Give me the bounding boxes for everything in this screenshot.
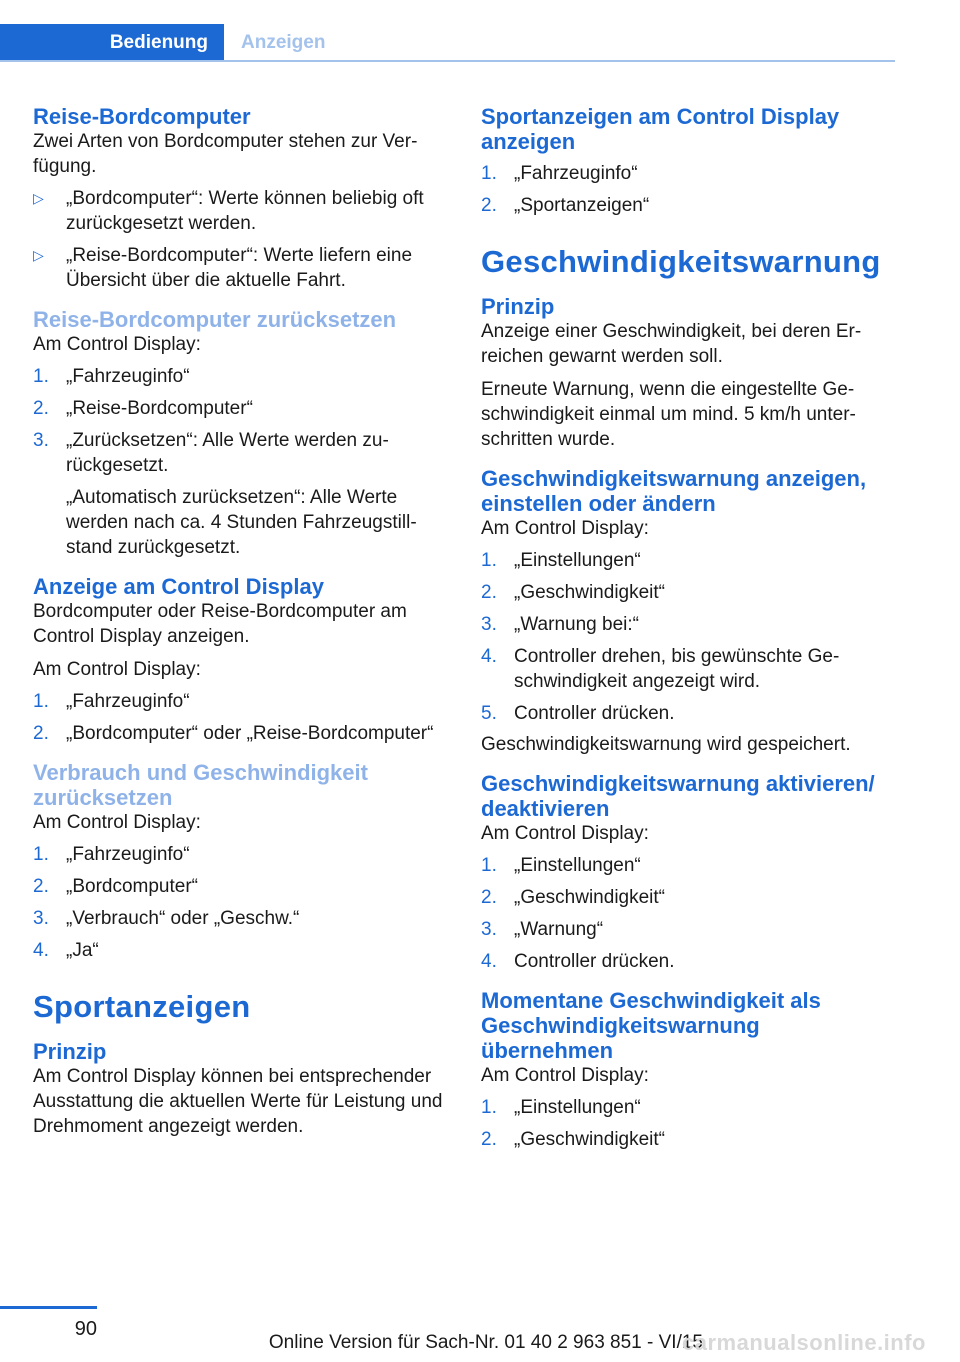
list-item-text: „Fahrzeuginfo“	[66, 366, 190, 387]
paragraph: Bordcomputer oder Reise-Bordcomputer am Control Display anzeigen.	[33, 601, 407, 647]
section-title: Prinzip	[481, 294, 555, 319]
list-item	[33, 874, 443, 899]
paragraph: Am Control Display:	[33, 659, 201, 680]
list-item-text: „Fahrzeuginfo“	[66, 691, 190, 712]
list-item	[33, 906, 443, 931]
left-column	[33, 104, 443, 1139]
paragraph: Anzeige einer Geschwindigkeit, bei deren Erreichen gewarnt werden soll.	[481, 321, 862, 367]
header-rule	[0, 60, 895, 62]
list-item	[481, 548, 895, 573]
section-title: Prinzip	[33, 1039, 107, 1064]
step-number: 4.	[481, 646, 497, 667]
step-number: 3.	[481, 614, 497, 635]
header-tabbar	[0, 24, 895, 62]
list-item	[33, 428, 443, 560]
list-item	[33, 243, 443, 293]
list-item-text: „Reise-Bordcomputer“: Werte liefern eine Übersicht über die aktuelle Fahrt.	[66, 245, 413, 291]
page-number: 90	[74, 1318, 97, 1340]
watermark-logo: carmanualsonline.info	[682, 1330, 926, 1355]
list-item	[481, 885, 895, 910]
paragraph: Am Control Display:	[33, 334, 201, 355]
list-item	[33, 721, 443, 746]
list-item	[481, 161, 895, 186]
list-item	[481, 644, 895, 694]
step-number: 5.	[481, 703, 497, 724]
step-list	[33, 364, 443, 560]
online-version-note: Online Version für Sach-Nr. 01 40 2 963 851 - VI/15	[268, 1332, 703, 1353]
list-item	[481, 1127, 895, 1152]
chapter-heading: Geschwindigkeitswarnung	[481, 244, 881, 279]
list-item-text: Controller drücken.	[514, 703, 675, 724]
list-item-text: „Bordcomputer“	[66, 876, 198, 897]
paragraph: Am Control Display:	[481, 518, 649, 539]
list-item	[481, 917, 895, 942]
paragraph: Am Control Display:	[33, 812, 201, 833]
list-item-text: „Fahrzeuginfo“	[66, 844, 190, 865]
list-item-text: „Geschwindigkeit“	[514, 887, 665, 908]
step-number: 2.	[481, 887, 497, 908]
step-number: 1.	[481, 550, 497, 571]
list-item	[481, 853, 895, 878]
list-item-text: Controller drücken.	[514, 951, 675, 972]
list-item	[33, 186, 443, 236]
list-item	[33, 689, 443, 714]
step-number: 4.	[33, 940, 49, 961]
list-item	[481, 949, 895, 974]
step-list	[33, 689, 443, 746]
section-title: Reise-Bordcomputer zurücksetzen	[33, 307, 397, 332]
list-item-text: „Verbrauch“ oder „Geschw.“	[66, 908, 300, 929]
list-item-text: „Warnung“	[514, 919, 604, 940]
paragraph: Am Control Display:	[481, 1065, 649, 1086]
step-number: 1.	[33, 844, 49, 865]
section-title: Verbrauch und Geschwindigkeit zurücksetzen	[33, 760, 368, 810]
list-item-text: „Einstellungen“	[514, 1097, 641, 1118]
step-list	[33, 842, 443, 963]
list-item-text: „Einstellungen“	[514, 550, 641, 571]
paragraph: Am Control Display:	[481, 823, 649, 844]
step-number: 4.	[481, 951, 497, 972]
right-column	[481, 104, 895, 1152]
step-number: 1.	[481, 1097, 497, 1118]
list-item-text: „Warnung bei:“	[514, 614, 639, 635]
list-item-text: „Reise-Bordcomputer“	[66, 398, 253, 419]
list-item-text: „Bordcomputer“: Werte können beliebig oft zurückgesetzt werden.	[66, 188, 424, 234]
step-number: 2.	[33, 876, 49, 897]
paragraph: Geschwindigkeitswarnung wird gespeichert.	[481, 734, 851, 755]
tab-anzeigen[interactable]: Anzeigen	[241, 31, 326, 53]
step-number: 1.	[481, 163, 497, 184]
step-list	[481, 1095, 895, 1152]
list-item-text: Controller drehen, bis gewünschte Geschwindigkeit angezeigt wird.	[514, 646, 840, 692]
section-title: Sportanzeigen am Control Display anzeigen	[481, 104, 840, 154]
step-number: 3.	[33, 430, 49, 451]
step-number: 3.	[481, 919, 497, 940]
triangle-bullet-icon: ▷	[33, 190, 44, 206]
list-item	[33, 396, 443, 421]
section-title: Reise-Bordcomputer	[33, 104, 251, 129]
footer-rule	[0, 1306, 97, 1309]
list-item-text: „Geschwindigkeit“	[514, 582, 665, 603]
paragraph: Erneute Warnung, wenn die eingestellte Geschwindigkeit einmal um mind. 5 km/h unterschritten wurde.	[481, 379, 856, 450]
list-item	[481, 1095, 895, 1120]
step-number: 1.	[33, 366, 49, 387]
list-item-note: „Automatisch zurücksetzen“: Alle Werte werden nach ca. 4 Stunden Fahrzeugstillstand zurückgesetzt.	[66, 487, 417, 558]
step-list	[481, 853, 895, 974]
list-item-text: „Einstellungen“	[514, 855, 641, 876]
list-item	[481, 701, 895, 726]
section-title: Anzeige am Control Display	[33, 574, 324, 599]
step-number: 2.	[33, 398, 49, 419]
list-item-text: „Fahrzeuginfo“	[514, 163, 638, 184]
list-item-text: „Sportanzeigen“	[514, 195, 650, 216]
paragraph: Am Control Display können bei entsprechender Ausstattung die aktuellen Werte für Leistung und Drehmoment angezeigt werden.	[33, 1066, 443, 1137]
list-item	[33, 842, 443, 867]
section-title: Momentane Geschwindigkeit als Geschwindigkeitswarnung übernehmen	[481, 988, 821, 1063]
triangle-bullet-icon: ▷	[33, 247, 44, 263]
paragraph: Zwei Arten von Bordcomputer stehen zur Verfügung.	[33, 131, 418, 177]
section-title: Geschwindigkeitswarnung anzeigen, einstellen oder ändern	[481, 466, 867, 516]
step-number: 2.	[481, 195, 497, 216]
list-item	[481, 193, 895, 218]
step-number: 2.	[33, 723, 49, 744]
section-title: Geschwindigkeitswarnung aktivieren/ deaktivieren	[481, 771, 875, 821]
list-item	[33, 364, 443, 389]
step-number: 3.	[33, 908, 49, 929]
list-item-text: „Zurücksetzen“: Alle Werte werden zurückgesetzt.	[66, 430, 389, 476]
bullet-list	[33, 186, 443, 293]
step-list	[481, 161, 895, 218]
step-list	[481, 548, 895, 726]
tab-bedienung[interactable]: Bedienung	[0, 24, 224, 61]
list-item	[33, 938, 443, 963]
list-item	[481, 612, 895, 637]
step-number: 2.	[481, 1129, 497, 1150]
step-number: 2.	[481, 582, 497, 603]
list-item-text: „Geschwindigkeit“	[514, 1129, 665, 1150]
step-number: 1.	[33, 691, 49, 712]
list-item	[481, 580, 895, 605]
step-number: 1.	[481, 855, 497, 876]
chapter-heading: Sportanzeigen	[33, 989, 251, 1024]
list-item-text: „Bordcomputer“ oder „Reise-Bordcomputer“	[66, 723, 434, 744]
list-item-text: „Ja“	[66, 940, 99, 961]
